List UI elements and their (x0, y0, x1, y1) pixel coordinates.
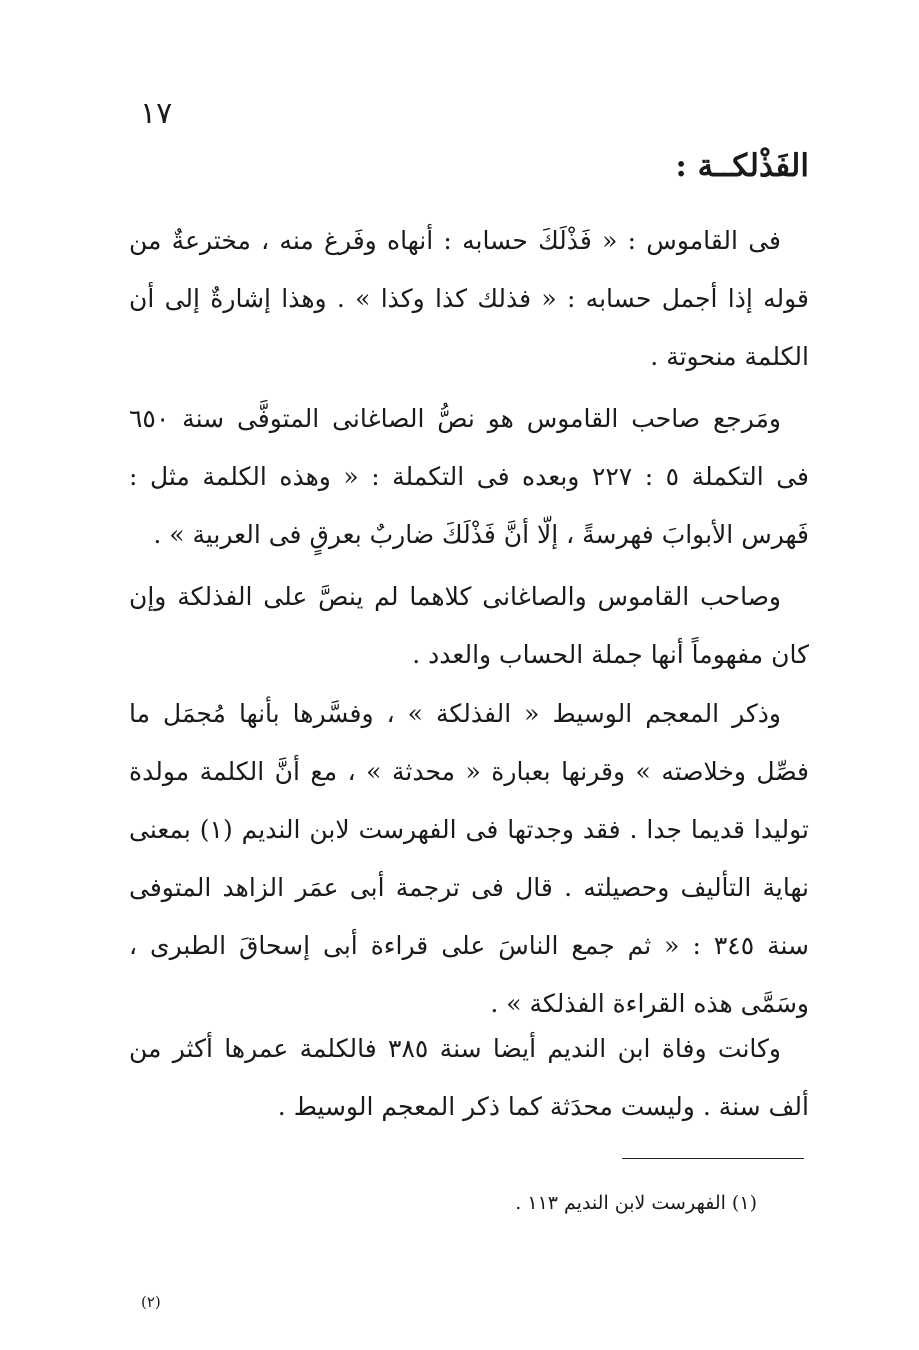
footnote: (١) الفهرست لابن النديم ١١٣ . (515, 1192, 757, 1214)
paragraph-1: فى القاموس : « فَذْلَكَ حسابه : أنهاه وفَرغ منه ، مخترعةٌ من قوله إذا أجمل حسابه : « فذلك كذا وكذا » . وهذا إشارةٌ إلى أن الكلمة منحوتة . (129, 226, 809, 371)
paragraph-3: وصاحب القاموس والصاغانى كلاهما لم ينصَّ على الفذلكة وإن كان مفهوماً أنها جملة الحساب والعدد . (129, 582, 809, 669)
paragraph-5: وكانت وفاة ابن النديم أيضا سنة ٣٨٥ فالكلمة عمرها أكثر من ألف سنة . وليست محدَثة كما ذكر المعجم الوسيط . (129, 1034, 809, 1121)
signature-mark: (٢) (141, 1293, 161, 1311)
paragraph-2: ومَرجع صاحب القاموس هو نصُّ الصاغانى المتوفَّى سنة ٦٥٠ فى التكملة ٥ : ٢٢٧ وبعده فى التكملة : « وهذه الكلمة مثل : فَهرس الأبوابَ فهرسةً ، إلّا أنَّ فَذْلَكَ ضاربٌ بعرقٍ فى العربية » . (129, 404, 809, 549)
section-title: الفَذْلكــة : (675, 148, 809, 184)
paragraph-4: وذكر المعجم الوسيط « الفذلكة » ، وفسَّرها بأنها مُجمَل ما فصِّل وخلاصته » وقرنها بعبارة « محدثة » ، مع أنَّ الكلمة مولدة توليدا قديما جدا . فقد وجدتها فى الفهرست لابن النديم (١) بمعنى نهاية التأليف وحصيلته . قال فى ترجمة أبى عمَر الزاهد المتوفى سنة ٣٤٥ : « ثم جمع الناسَ على قراءة أبى إسحاقَ الطبرى ، وسَمَّى هذه القراءة الفذلكة » . (129, 699, 810, 1018)
page-number: ١٧ (140, 96, 173, 131)
footnote-divider (622, 1158, 804, 1159)
